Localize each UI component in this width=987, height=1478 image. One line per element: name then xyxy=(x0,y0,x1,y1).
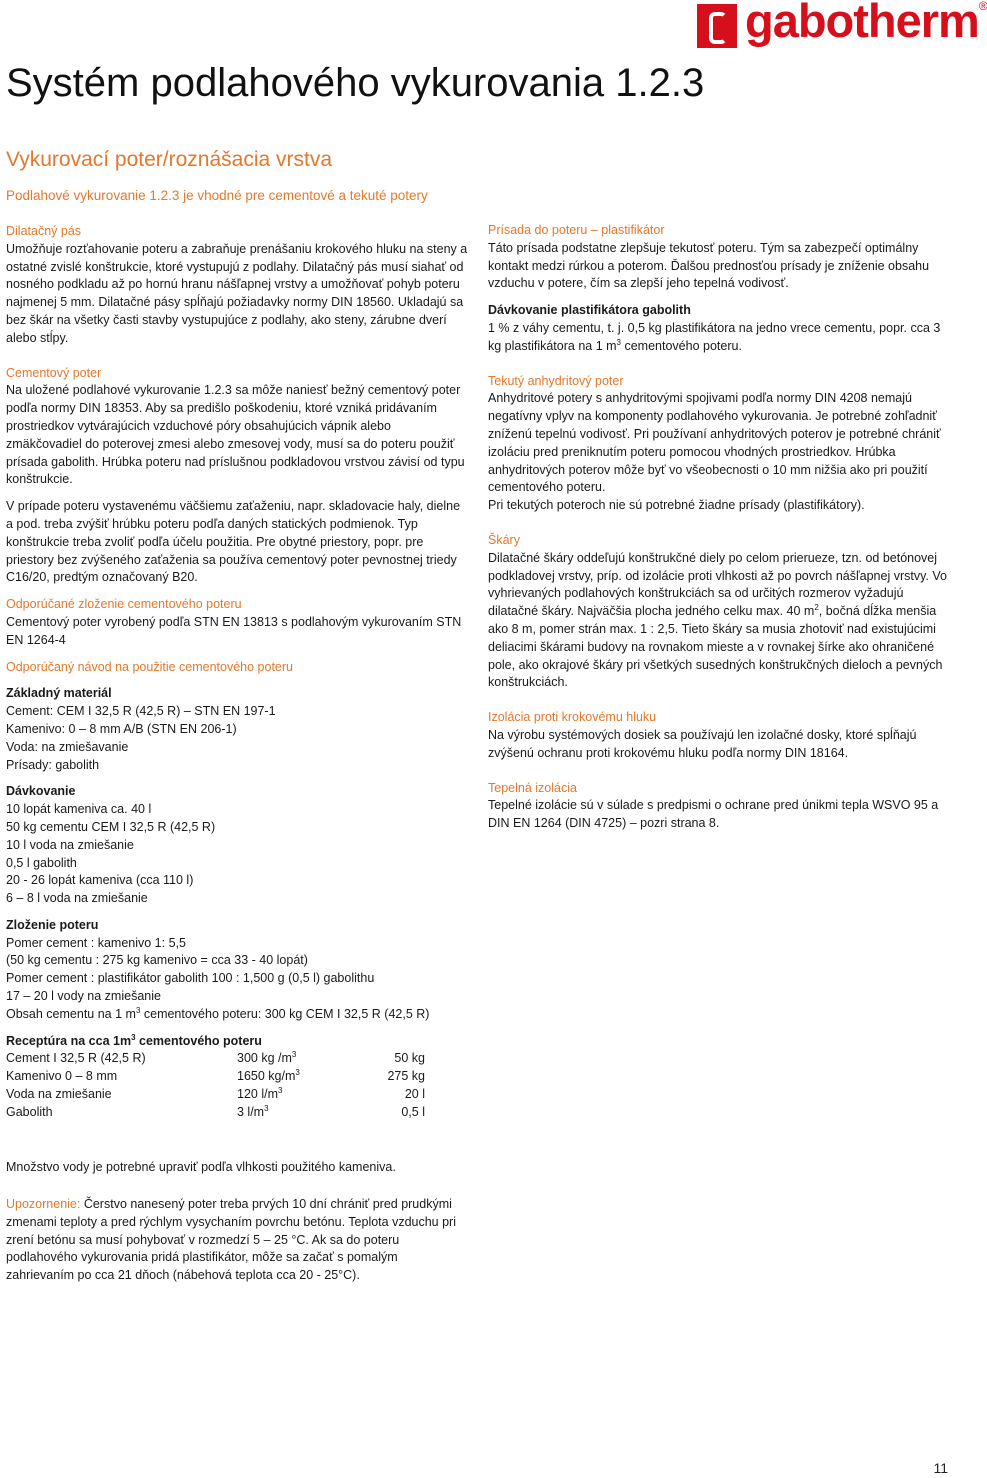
warning-block xyxy=(6,1196,456,1285)
recipe-table xyxy=(6,1050,425,1121)
thermal-insulation-heading: Tepelná izolácia xyxy=(488,780,577,795)
mix-line-cement-content: Obsah cementu na 1 $m^3$ cementového poteru: 300 kg CEM I 32,5 R (42,5 R) xyxy=(6,1005,430,1021)
plasticizer-dose-text: 1 % z váhy cementu, t. j. 0,5 kg plastifikátora na jedno vrece cementu, popr. cca 3 kg plastifikátora na 1 $m^3$ cementového poteru. xyxy=(488,320,941,353)
basic-line: Cement: CEM I 32,5 R (42,5 R) – STN EN 197-1 xyxy=(6,704,276,719)
basic-line: Voda: na zmiešavanie xyxy=(6,739,129,754)
mix-line: 17 – 20 l vody na zmiešanie xyxy=(6,989,161,1004)
page-subtitle: Vykurovací poter/roznášacia vrstva xyxy=(6,148,333,171)
table-row: Voda na zmiešanie 120 $l/m^3$ 20 l xyxy=(6,1085,425,1102)
impact-noise-heading: Izolácia proti krokovému hluku xyxy=(488,710,657,725)
plasticizer-dose-heading: Dávkovanie plastifikátora gabolith xyxy=(488,303,691,318)
recipe-heading: Receptúra na cca $1m^3$ cementového poteru xyxy=(6,1032,262,1048)
dose-line: 50 kg cementu CEM I 32,5 R (42,5 R) xyxy=(6,819,216,834)
composition-heading: Odporúčané zloženie cementového poteru xyxy=(6,597,242,612)
additive-heading: Prísada do poteru – plastifikátor xyxy=(488,223,665,237)
mix-heading: Zloženie poteru xyxy=(6,917,99,932)
right-column xyxy=(488,222,952,833)
warning-text: Čerstvo nanesený poter treba prvých 10 dní chrániť pred prudkými zmenami teploty a pred rýchlym vysychaním povrchu betónu. Teplota vzduchu pri zrení betónu sa musí pohybovať v rozmedzí 5 – 25 °C. Ak sa do poteru podlahového vykurovania pridá plastifikátor, môže sa začať s pomalým zahrievaním po cca 21 dňoch (nábehová teplota cca 20 - 25°C). xyxy=(6,1197,456,1283)
basic-material-heading: Základný materiál xyxy=(6,686,112,701)
dose-line: 10 l voda na zmiešanie xyxy=(6,837,134,852)
mix-line: Pomer cement : kamenivo 1: 5,5 xyxy=(6,935,186,950)
dose-line: 10 lopát kameniva ca. 40 l xyxy=(6,802,152,817)
thermal-insulation-text: Tepelné izolácie sú v súlade s predpismi o ochrane pred únikmi tepla WSVO 95 a DIN EN 1264 (DIN 4725) – pozri strana 8. xyxy=(488,798,939,831)
water-note: Množstvo vody je potrebné upraviť podľa vlhkosti použitého kameniva. xyxy=(6,1160,396,1174)
anhydrite-text-2: Pri tekutých poteroch nie sú potrebné žiadne prísady (plastifikátory). xyxy=(488,498,865,513)
brand-logo xyxy=(697,0,987,47)
logo-wordmark: gabotherm® xyxy=(745,0,987,47)
basic-line: Prísady: gabolith xyxy=(6,757,100,772)
table-row: Kamenivo 0 – 8 mm 1650 $kg/m^3$ 275 kg xyxy=(6,1068,425,1084)
warning-label: Upozornenie: xyxy=(6,1197,81,1211)
page-number: 11 xyxy=(933,1460,948,1476)
dose-line: 6 – 8 l voda na zmiešanie xyxy=(6,891,148,906)
dilation-text: Umožňuje rozťahovanie poteru a zabraňuje prenášaniu krokového hluku na steny a ostatné zvislé konštrukcie, ktoré vystupujú z podlahy. Dilatačný pás musí siahať od nosného podkladu až po hornú hranu nášľapnej vrstvy a umožňovať pohyb poteru najmenej 5 mm. Dilatačné pásy spĺňajú požiadavky normy DIN 18560. Ukladajú sa bez škár na všetky časti stavby vystupujúce z podlahy, ako steny, zárubne dverí alebo stĺpy. xyxy=(6,241,468,345)
dose-line: 20 - 26 lopát kameniva (cca 110 l) xyxy=(6,873,194,888)
logo-mark-icon xyxy=(697,4,737,48)
dose-heading: Dávkovanie xyxy=(6,784,76,799)
guide-heading: Odporúčaný návod na použitie cementového poteru xyxy=(6,659,293,674)
joints-text: Dilatačné škáry oddeľujú konštrukčné diely po celom prierueze, tzn. od betónovej podkladovej vrstvy, príp. od izolácie proti vlhkosti až po povrch nášľapnej vrstvy. Vo vyhrievaných podlahových konštrukciách sa od určitých rozmerov vyžadujú dilatačné škáry. Najväčšia plocha jedného celku max. 40 $m^2$, bočná dĺžka menšia ako 8 m, pomer strán max. 1 : 2,5. Tieto škáry sa musia zhotoviť nad existujúcimi deliacimi škárami budovy na rovnakom mieste a v rovnakej šírke ako ohraničené pole, ako okrajové škáry pri všetkých susedných konštrukčných dieloch a pevných konštrukciách. xyxy=(488,550,947,690)
page-title: Systém podlahového vykurovania 1.2.3 xyxy=(6,61,705,105)
load-text: V prípade poteru vystavenému väčšiemu zaťaženiu, napr. skladovacie haly, dielne a pod. treba zvýšiť hrúbku poteru podľa daných statických podmienok. Typ konštrukcie treba zvoliť podľa účelu použitia. Pre obytné priestory, popr. pre priestory bez zvýšeného zaťaženia sa používa cementový poter pevnostnej triedy C16/20, predtým označovaný B20. xyxy=(6,499,461,585)
basic-line: Kamenivo: 0 – 8 mm A/B (STN EN 206-1) xyxy=(6,721,237,736)
intro-text: Podlahové vykurovanie 1.2.3 je vhodné pre cementové a tekuté potery xyxy=(6,188,428,203)
anhydrite-text: Anhydritové potery s anhydritovými spojivami podľa normy DIN 4208 nemajú negatívny vplyv na komponenty podlahového vykurovania. Je potrebné zohľadniť zníženú tepelnú vodivosť. Pri používaní anhydritových poterov je potrebné chrániť izoláciu pred preniknutím poteru pomocou vhodných prostriedkov. Hrúbka anhydritových poterov môže byť vo všeobecnosti o 10 mm nižšia ako pri použití cementového poteru. xyxy=(488,391,941,495)
dose-line: 0,5 l gabolith xyxy=(6,855,77,870)
mix-line: Pomer cement : plastifikátor gabolith 100 : 1,500 g (0,5 l) gabolithu xyxy=(6,971,375,986)
table-row: Cement I 32,5 R (42,5 R) 300 kg $/m^3$ 50 kg xyxy=(6,1050,425,1066)
mix-line: (50 kg cementu : 275 kg kamenivo = cca 33 - 40 lopát) xyxy=(6,953,308,968)
composition-text: Cementový poter vyrobený podľa STN EN 13813 s podlahovým vykurovaním STN EN 1264-4 xyxy=(6,614,462,647)
joints-heading: Škáry xyxy=(488,532,520,547)
cement-text: Na uložené podlahové vykurovanie 1.2.3 sa môže naniesť bežný cementový poter podľa normy DIN 18353. Aby sa predišlo poškodeniu, ktoré vzniká pridávaním prostriedkov vytvárajúcich vzduchové póry obsahujúcich vápnik alebo zmäkčovadiel do poterovej zmesi alebo zmesovej vody, musí sa do poteru použiť prísada gabolith. Hrúbka poteru nad príslušnou podkladovou vrstvou závisí od typu konštrukcie. xyxy=(6,383,465,487)
left-column xyxy=(6,223,468,1122)
cement-heading: Cementový poter xyxy=(6,365,102,380)
additive-text: Táto prísada podstatne zlepšuje tekutosť poteru. Tým sa zabezpečí optimálny kontakt medzi rúrkou a poterom. Ďalšou prednosťou prísady je zníženie obsahu vzduchu v potere, čím sa zlepší jeho tepelná vodivosť. xyxy=(488,240,930,291)
anhydrite-heading: Tekutý anhydritový poter xyxy=(488,373,624,388)
dilation-heading: Dilatačný pás xyxy=(6,224,82,238)
table-row: Gabolith 3 $l/m^3$ 0,5 l xyxy=(6,1103,425,1119)
impact-noise-text: Na výrobu systémových dosiek sa používajú len izolačné dosky, ktoré spĺňajú zvýšenú ochranu proti krokovému hluku podľa normy DIN 18164. xyxy=(488,727,917,760)
